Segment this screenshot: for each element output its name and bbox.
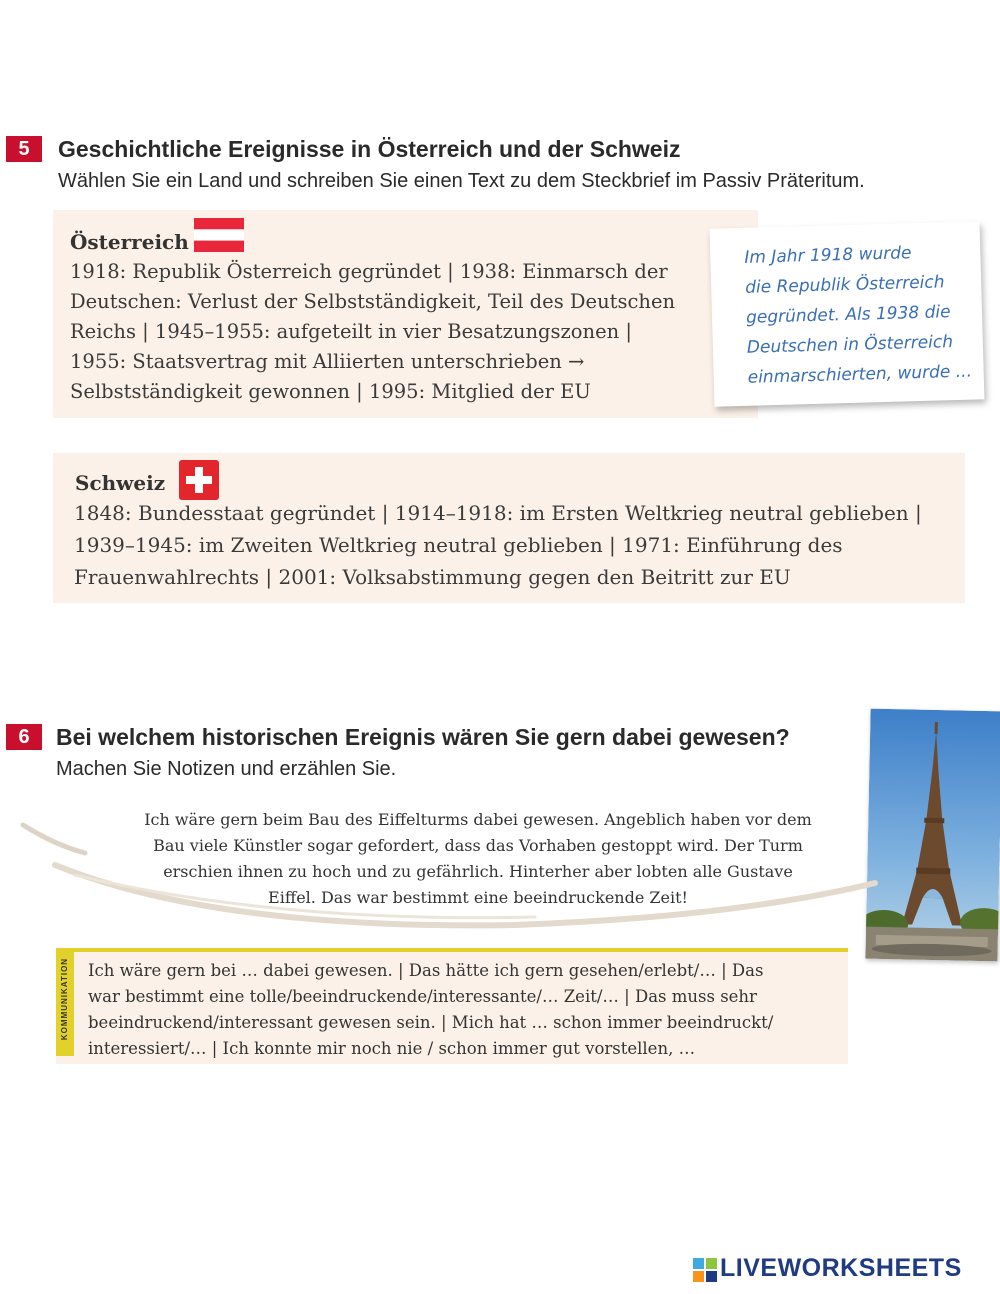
eiffel-tower-photo [865, 709, 1000, 962]
task6-instruction: Machen Sie Notizen und erzählen Sie. [56, 758, 397, 780]
kommunikation-box [56, 948, 848, 1064]
swiss-flag-icon [179, 460, 219, 500]
switzerland-fact-line: 1848: Bundesstaat gegründet | 1914–1918: im Ersten Weltkrieg neutral geblieben | [74, 501, 922, 525]
speech-line: Ich wäre gern beim Bau des Eiffelturms dabei gewesen. Angeblich haben vor dem [144, 810, 812, 829]
task6-number-badge: 6 [6, 724, 42, 750]
switzerland-heading: Schweiz [75, 471, 166, 495]
task5-instruction: Wählen Sie ein Land und schreiben Sie einen Text zu dem Steckbrief im Passiv Präteritum. [58, 170, 865, 192]
task5-title: Geschichtliche Ereignisse in Österreich und der Schweiz [58, 136, 681, 162]
liveworksheets-logo[interactable]: LIVEWORKSHEETS [720, 1254, 962, 1282]
kommunikation-top-rule [56, 948, 848, 952]
speech-line: Bau viele Künstler sogar gefordert, dass das Vorhaben gestoppt wird. Der Turm [153, 836, 803, 855]
note-line: die Republik Österreich [744, 272, 945, 298]
task5-number-badge: 5 [6, 136, 42, 162]
austria-flag-icon [194, 218, 244, 252]
liveworksheets-logo-icon [693, 1258, 717, 1282]
switzerland-fact-box [53, 453, 965, 603]
kommunikation-line: Ich wäre gern bei … dabei gewesen. | Das hätte ich gern gesehen/erlebt/… | Das [88, 961, 764, 980]
note-line: Deutschen in Österreich [746, 332, 954, 358]
switzerland-fact-line: Frauenwahlrechts | 2001: Volksabstimmung gegen den Beitritt zur EU [74, 565, 791, 589]
handwritten-note-card [710, 221, 985, 406]
austria-fact-line: 1918: Republik Österreich gegründet | 1938: Einmarsch der [70, 260, 668, 283]
austria-fact-box [53, 210, 758, 418]
task6-title: Bei welchem historischen Ereignis wären Sie gern dabei gewesen? [56, 724, 790, 750]
austria-fact-line: Deutschen: Verlust der Selbstständigkeit, Teil des Deutschen [70, 290, 676, 313]
note-line: einmarschierten, wurde ... [747, 361, 973, 388]
austria-fact-line: 1955: Staatsvertrag mit Alliierten unterschrieben → [70, 350, 585, 373]
kommunikation-line: beeindruckend/interessant gewesen sein. | Mich hat … schon immer beeindruckt/ [88, 1013, 774, 1032]
note-line: gegründet. Als 1938 die [745, 302, 951, 328]
austria-fact-line: Reichs | 1945–1955: aufgeteilt in vier Besatzungszonen | [70, 320, 632, 343]
note-line: Im Jahr 1918 wurde [744, 243, 912, 268]
kommunikation-line: war bestimmt eine tolle/beeindruckende/interessante/… Zeit/… | Das muss sehr [88, 987, 757, 1006]
speech-line: Eiffel. Das war bestimmt eine beeindruckende Zeit! [268, 888, 688, 907]
switzerland-fact-line: 1939–1945: im Zweiten Weltkrieg neutral geblieben | 1971: Einführung des [74, 533, 843, 557]
austria-fact-line: Selbstständigkeit gewonnen | 1995: Mitglied der EU [70, 380, 591, 403]
austria-heading: Österreich [70, 230, 189, 254]
speech-line: erschien ihnen zu hoch und zu gefährlich. Hinterher aber lobten alle Gustave [163, 862, 793, 881]
kommunikation-label: KOMMUNIKATION [60, 957, 69, 1041]
kommunikation-line: interessiert/… | Ich konnte mir noch nie / schon immer gut vorstellen, … [88, 1039, 696, 1058]
